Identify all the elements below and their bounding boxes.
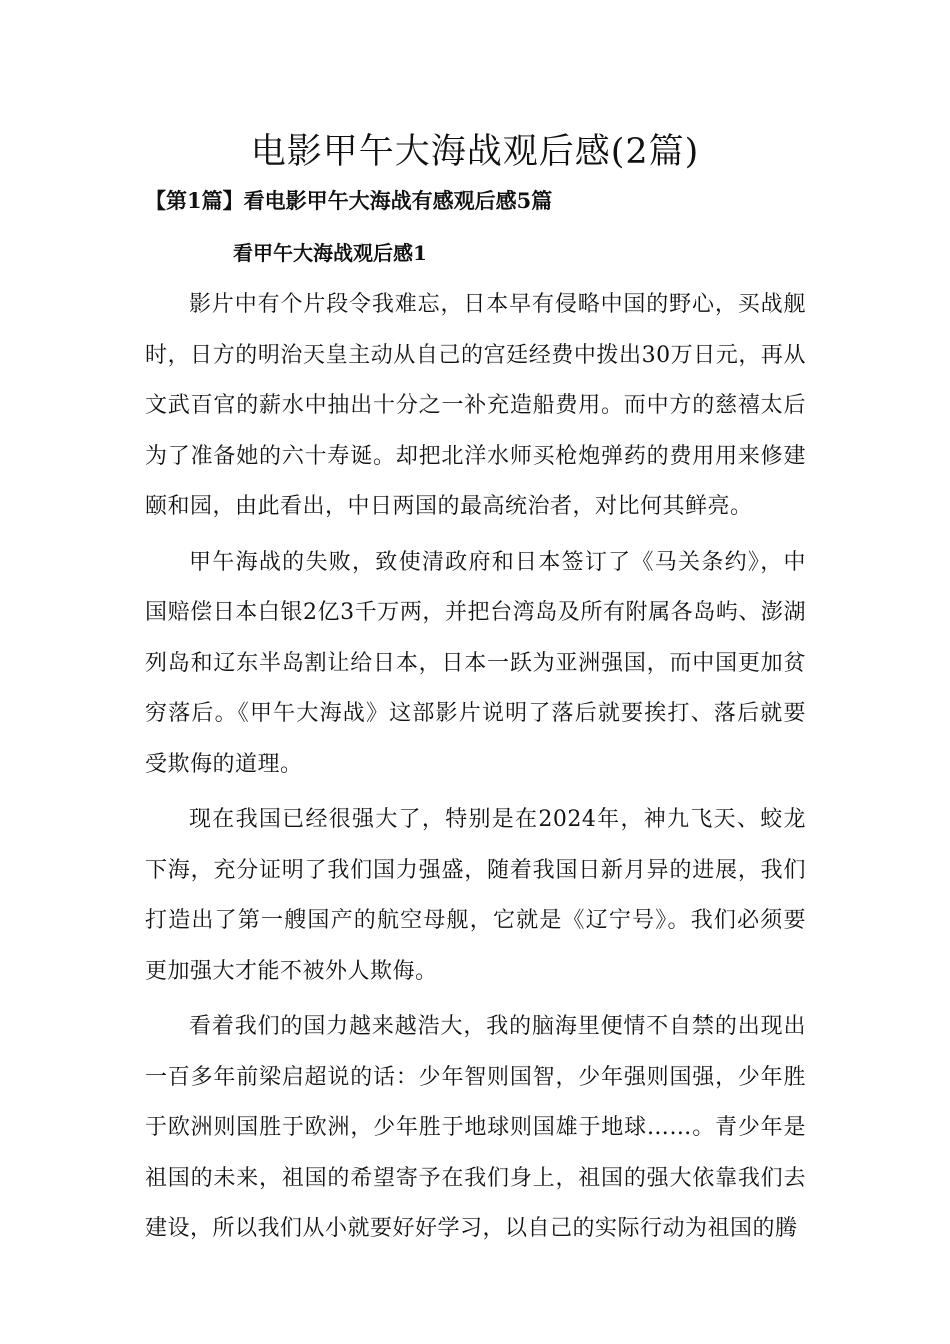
paragraph-1: 影片中有个片段令我难忘，日本早有侵略中国的野心，买战舰时，日方的明治天皇主动从自己的宫廷经费中拨出30万日元，再从文武百官的薪水中抽出十分之一补充造船费用。而中方的慈禧太后为了准备她的六十寿诞。却把北洋水师买枪炮弹药的费用用来修建颐和园，由此看出，中日两国的最高统治者，对比何其鲜亮。	[145, 292, 806, 519]
paragraph-2: 甲午海战的失败，致使清政府和日本签订了《马关条约》，中国赔偿日本白银2亿3千万两，并把台湾岛及所有附属各岛屿、澎湖列岛和辽东半岛割让给日本，日本一跃为亚洲强国，而中国更加贫穷落后。《甲午大海战》这部影片说明了落后就要挨打、落后就要受欺侮的道理。	[145, 549, 806, 777]
paragraph-4: 看着我们的国力越来越浩大，我的脑海里便情不自禁的出现出一百多年前梁启超说的话：少年智则国智，少年强则国强，少年胜于欧洲则国胜于欧洲，少年胜于地球则国雄于地球……。青少年是祖国的未来，祖国的希望寄予在我们身上，祖国的强大依靠我们去建设，所以我们从小就要好好学习，以自己的实际行动为祖国的腾	[145, 1014, 806, 1241]
subheading: 看甲午大海战观后感1	[233, 241, 427, 265]
paragraph-3: 现在我国已经很强大了，特别是在2024年，神九飞天、蛟龙下海，充分证明了我们国力强盛，随着我国日新月异的进展，我们打造出了第一艘国产的航空母舰，它就是《辽宁号》。我们必须要更加强大才能不被外人欺侮。	[145, 807, 806, 984]
section-heading: 【第1篇】看电影甲午大海战有感观后感5篇	[145, 188, 553, 213]
document-title: 电影甲午大海战观后感(2篇)	[250, 132, 700, 172]
document-body	[145, 280, 806, 1260]
